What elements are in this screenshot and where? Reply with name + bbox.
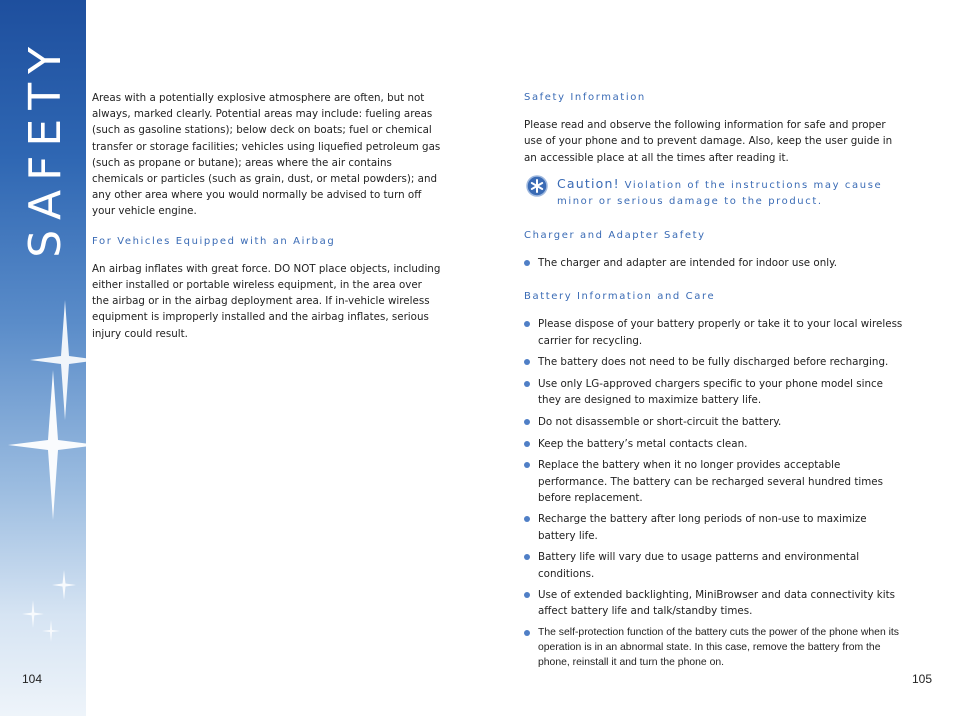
airbag-heading: For Vehicles Equipped with an Airbag: [92, 235, 336, 247]
right-column: [524, 90, 904, 688]
bullet-icon: [524, 321, 530, 327]
bullet-icon: [524, 592, 530, 598]
charger-list: [524, 255, 904, 271]
list-item: Please dispose of your battery properly or take it to your local wireless carrier for recycling.: [524, 316, 904, 348]
caution-message: Violation of the instructions may cause minor or serious damage to the product.: [557, 179, 883, 207]
bullet-icon: [524, 381, 530, 387]
list-item: Replace the battery when it no longer provides acceptable performance. The battery can be recharged several hundred times before replacement.: [524, 457, 904, 506]
list-item: Recharge the battery after long periods of non-use to maximize battery life.: [524, 511, 904, 543]
airbag-paragraph: An airbag inflates with great force. DO NOT place objects, including either installed or portable wireless equipment, in the area over the airbag or in the airbag deployment area. If in-vehicle wireless equipment is improperly installed and the airbag inflates, serious injury could result.: [92, 262, 441, 340]
left-column: [92, 90, 442, 356]
sparkle-icon: [52, 570, 76, 600]
bullet-icon: [524, 630, 530, 636]
list-item: Do not disassemble or short-circuit the battery.: [524, 414, 904, 430]
list-item: The battery does not need to be fully discharged before recharging.: [524, 354, 904, 370]
asterisk-icon: [526, 175, 548, 197]
list-item: Use of extended backlighting, MiniBrowser and data connectivity kits affect battery life and talk/standby times.: [524, 587, 904, 619]
battery-heading: Battery Information and Care: [524, 291, 716, 303]
safety-information-paragraph: Please read and observe the following information for safe and proper use of your phone and to prevent damage. Also, keep the user guide in an accessible place at all the times after reading it.: [524, 119, 893, 164]
list-item: The charger and adapter are intended for indoor use only.: [524, 255, 904, 271]
list-item: Battery life will vary due to usage patterns and environmental conditions.: [524, 549, 904, 581]
bullet-icon: [524, 441, 530, 447]
charger-adapter-heading: Charger and Adapter Safety: [524, 229, 706, 241]
battery-list: [524, 316, 904, 670]
page-number-left: 104: [22, 672, 43, 686]
sparkle-icon: [8, 370, 86, 520]
list-item: Use only LG-approved chargers specific to your phone model since they are designed to maximize battery life.: [524, 376, 904, 408]
page-number-right: 105: [911, 672, 932, 686]
safety-information-heading: Safety Information: [524, 92, 646, 103]
bullet-icon: [524, 554, 530, 560]
bullet-icon: [524, 516, 530, 522]
sidebar-band: [0, 0, 86, 716]
sparkle-icon: [42, 620, 60, 642]
bullet-icon: [524, 462, 530, 468]
bullet-icon: [524, 359, 530, 365]
bullet-icon: [524, 260, 530, 266]
list-item: The self-protection function of the battery cuts the power of the phone when its operation is in an abnormal state. In this case, remove the battery from the phone, reinstall it and turn the phone on.: [524, 625, 904, 670]
caution-box: [526, 176, 904, 210]
sidebar-title: SAFETY: [20, 38, 71, 258]
intro-paragraph: Areas with a potentially explosive atmosphere are often, but not always, marked clearly. Potential areas may include: fueling areas (such as gasoline stations); below deck on boats; fuel or chemical transfer or storage facilities; vehicles using liquefied petroleum gas (such as propane or butane); areas where the air contains chemicals or particles (such as grain, dust, or metal powders); and any other area where you would normally be advised to turn off your vehicle engine.: [92, 92, 441, 218]
list-item: Keep the battery’s metal contacts clean.: [524, 436, 904, 452]
bullet-icon: [524, 419, 530, 425]
caution-label: Caution!: [557, 175, 620, 191]
caution-text: [557, 176, 904, 210]
sparkle-icon: [22, 600, 44, 628]
